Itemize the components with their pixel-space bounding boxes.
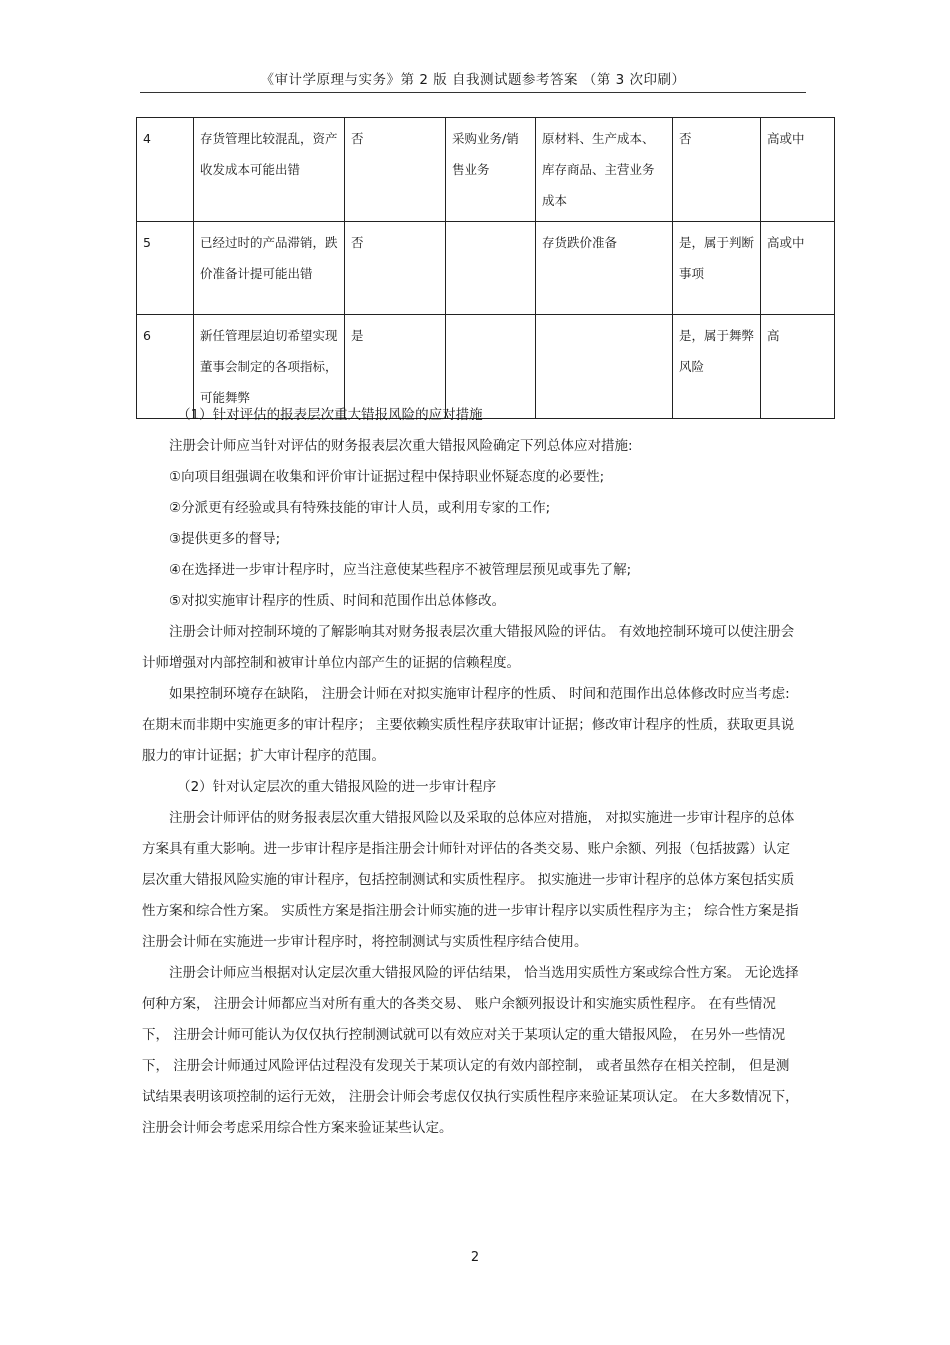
header-rule <box>140 92 806 93</box>
cell-c4: 采购业务/销售业务 <box>446 118 536 222</box>
cell-c7: 高或中 <box>761 222 835 315</box>
cell-no: 4 <box>137 118 194 222</box>
cell-c3: 否 <box>345 118 446 222</box>
list-item: ⑤对拟实施审计程序的性质、时间和范围作出总体修改。 <box>169 593 506 609</box>
cell-c5: 原材料、生产成本、库存商品、主营业务成本 <box>536 118 673 222</box>
page-number: 2 <box>470 1250 480 1265</box>
cell-desc: 新任管理层迫切希望实现董事会制定的各项指标，可能舞弊 <box>194 315 345 419</box>
list-item: ①向项目组强调在收集和评价审计证据过程中保持职业怀疑态度的必要性; <box>169 469 605 485</box>
cell-c4 <box>446 222 536 315</box>
cell-no: 6 <box>137 315 194 419</box>
page-header: 《审计学原理与实务》第 2 版 自我测试题参考答案 （第 3 次印刷） <box>260 72 686 88</box>
cell-desc: 存货管理比较混乱，资产收发成本可能出错 <box>194 118 345 222</box>
section-heading-1: （1）针对评估的报表层次重大错报风险的应对措施 <box>177 407 483 423</box>
cell-c6: 否 <box>673 118 761 222</box>
cell-desc: 已经过时的产品滞销，跌价准备计提可能出错 <box>194 222 345 315</box>
paragraph: 注册会计师对控制环境的了解影响其对财务报表层次重大错报风险的评估。 有效地控制环境可以使注册会计师增强对内部控制和被审计单位内部产生的证据的信赖程度。 <box>142 624 795 671</box>
cell-c5: 存货跌价准备 <box>536 222 673 315</box>
cell-c7: 高或中 <box>761 118 835 222</box>
paragraph: 如果控制环境存在缺陷， 注册会计师在对拟实施审计程序的性质、 时间和范围作出总体修改时应当考虑: 在期末而非期中实施更多的审计程序； 主要依赖实质性程序获取审计证据；修改审计程序的性质，获取更具说服力的审计证据；扩大审计程序的范围。 <box>142 686 795 764</box>
cell-no: 5 <box>137 222 194 315</box>
paragraph: 注册会计师应当针对评估的财务报表层次重大错报风险确定下列总体应对措施: <box>169 438 633 454</box>
cell-c6: 是，属于舞弊风险 <box>673 315 761 419</box>
paragraph: 注册会计师评估的财务报表层次重大错报风险以及采取的总体应对措施， 对拟实施进一步审计程序的总体方案具有重大影响。进一步审计程序是指注册会计师针对评估的各类交易、账户余额、列报（包括披露）认定层次重大错报风险实施的审计程序，包括控制测试和实质性程序。 拟实施进一步审计程序的总体方案包括实质性方案和综合性方案。 实质性方案是指注册会计师实施的进一步审计程序以实质性程序为主； 综合性方案是指注册会计师在实施进一步审计程序时，将控制测试与实质性程序结合使用。 <box>142 810 799 950</box>
table-row <box>137 222 835 315</box>
cell-c3: 否 <box>345 222 446 315</box>
table-row <box>137 118 835 222</box>
list-item: ④在选择进一步审计程序时，应当注意使某些程序不被管理层预见或事先了解; <box>169 562 632 578</box>
body-text <box>142 400 802 1144</box>
cell-c7: 高 <box>761 315 835 419</box>
cell-c3: 是 <box>345 315 446 419</box>
risk-table <box>136 117 835 419</box>
section-heading-2: （2）针对认定层次的重大错报风险的进一步审计程序 <box>177 779 497 795</box>
cell-c6: 是，属于判断事项 <box>673 222 761 315</box>
paragraph: 注册会计师应当根据对认定层次重大错报风险的评估结果， 恰当选用实质性方案或综合性方案。 无论选择何种方案， 注册会计师都应当对所有重大的各类交易、 账户余额列报设计和实施实质性程序。 在有些情况下， 注册会计师可能认为仅仅执行控制测试就可以有效应对关于某项认定的重大错报风险， 在另外一些情况下， 注册会计师通过风险评估过程没有发现关于某项认定的有效内部控制， 或者虽然存在相关控制， 但是测试结果表明该项控制的运行无效， 注册会计师会考虑仅仅执行实质性程序来验证某项认定。 在大多数情况下， 注册会计师会考虑采用综合性方案来验证某些认定。 <box>142 965 799 1136</box>
list-item: ③提供更多的督导; <box>169 531 281 547</box>
list-item: ②分派更有经验或具有特殊技能的审计人员，或利用专家的工作; <box>169 500 551 516</box>
